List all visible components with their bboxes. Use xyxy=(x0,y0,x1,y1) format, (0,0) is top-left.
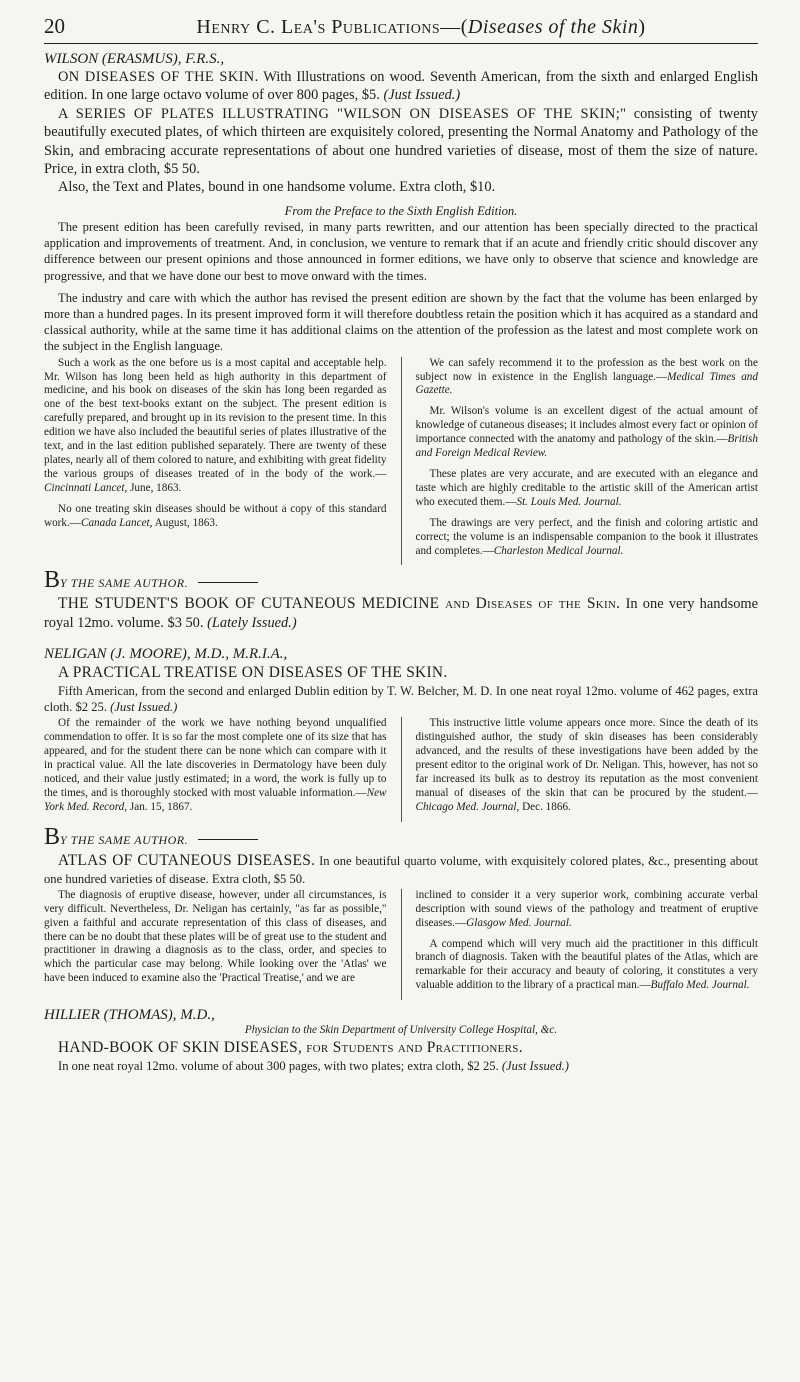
neligan-status: (Just Issued.) xyxy=(110,700,178,715)
neligan-same-author xyxy=(44,824,758,851)
column-divider xyxy=(401,357,402,566)
neligan-desc xyxy=(44,683,758,715)
review-source: British and Foreign Medical Review. xyxy=(415,433,758,460)
review-source: New York Med. Record, xyxy=(44,786,387,813)
review-cincinnati xyxy=(44,357,387,496)
review-source: Glasgow Med. Journal. xyxy=(466,916,572,929)
review-text: A compend which will very much aid the practitioner in this difficult branch of diagnosis. Taken with the beautiful plates of the Atlas, which are remarkable for their accuracy and beauty of coloring, it constitutes a very valuable addition to the library of a practical man.— xyxy=(415,937,758,992)
review-source: St. Louis Med. Journal. xyxy=(516,495,622,508)
neligan-desc-text: Fifth American, from the second and enlarged Dublin edition by T. W. Belcher, M. D. In one neat royal 12mo. volume of 462 pages, extra cloth. $2 25. xyxy=(44,683,758,715)
same-author-label: Y THE SAME AUTHOR. xyxy=(60,576,189,591)
review-text: Of the remainder of the work we have nothing beyond unqualified commendation to offer. It is so far the most complete one of its size that has appeared, and for the student there can be none which can compare with it in practical value. All the late discoveries in Dermatology have been duly noticed, and their value justly estimated; in a word, the work is fully up to the times, and is thoroughly stocked with most valuable information.— xyxy=(44,717,387,799)
publisher-name: Henry C. Lea's Publications xyxy=(196,16,441,38)
neligan-atlas xyxy=(44,851,758,887)
wilson-book2 xyxy=(44,105,758,179)
review-british xyxy=(416,405,759,461)
review-text: Mr. Wilson's volume is an excellent digest of the actual amount of knowledge of cutaneous diseases; it includes almost every fact or opinion of importance connected with the anatomy and pathology of the skin.— xyxy=(415,405,758,446)
review-canada xyxy=(44,503,387,531)
wilson-book4-status: (Lately Issued.) xyxy=(207,615,297,632)
review-charleston xyxy=(416,517,759,559)
review-date: August, 1863. xyxy=(152,516,218,529)
wilson-reviews xyxy=(44,357,758,566)
review-buffalo xyxy=(416,938,759,994)
running-title: Henry C. Lea's Publications—(Diseases of the Skin) xyxy=(196,16,646,38)
wilson-reviews-left xyxy=(44,357,387,566)
hillier-desc-text: In one neat royal 12mo. volume of about 300 pages, with two plates; extra cloth, $2 25. xyxy=(58,1059,499,1074)
wilson-book4-desc: In one very handsome royal 12mo. volume. $3 50. xyxy=(44,596,758,632)
wilson-book4-title: THE STUDENT'S BOOK OF CUTANEOUS MEDICINE and Diseases of the Skin. xyxy=(58,595,621,613)
page-header xyxy=(44,0,758,44)
divider xyxy=(198,839,258,840)
review-text: Such a work as the one before us is a most capital and acceptable help. Mr. Wilson has long been held as high authority in this department of medicine, and his book on diseases of the skin has long been regarded as one of the best text-books extant on the subject. The present edition is carefully prepared, and brought up in its revision to the present time. In this edition we have also included the beautiful series of plates illustrative of the text, and in the last edition published separately. There are twenty of these plates, nearly all of them colored to nature, and exhibiting with great fidelity the various groups of diseases treated of in the body of the work.— xyxy=(44,356,387,480)
atlas-reviews xyxy=(44,889,758,1000)
review-source: Medical Times and Gazette. xyxy=(415,370,758,397)
review-text: These plates are very accurate, and are executed with an elegance and taste which are highly creditable to the artistic skill of the American artist who executed them.— xyxy=(415,468,758,508)
column-divider xyxy=(401,717,402,821)
review-source: Charleston Medical Journal. xyxy=(493,544,624,557)
wilson-book1-desc: With Illustrations on wood. Seventh American, from the sixth and enlarged English edition. In one large octavo volume of over 800 pages, $5. xyxy=(44,69,759,104)
divider xyxy=(198,582,258,583)
hillier-title: HAND-BOOK OF SKIN DISEASES, for Students and Practitioners. xyxy=(58,1039,523,1057)
neligan-reviews xyxy=(44,717,758,821)
review-text: We can safely recommend it to the profession as the best work on the subject now in existence in the English language.— xyxy=(415,356,758,383)
section-name: Diseases of the Skin xyxy=(467,16,639,38)
review-text: This instructive little volume appears once more. Since the death of its distinguished author, the study of skin diseases has been considerably advanced, and the results of these investigations have been added by the present editor to the original work of Dr. Neligan. This, however, has not so far increased its bulk as to destroy its reputation as the most convenient manual of diseases of the skin that can be procured by the student.— xyxy=(415,717,758,799)
wilson-book1-title: ON DISEASES OF THE SKIN. xyxy=(58,69,259,85)
wilson-book3: Also, the Text and Plates, bound in one handsome volume. Extra cloth, $10. xyxy=(58,179,496,196)
dropcap-b: B xyxy=(44,567,61,594)
wilson-reviews-right xyxy=(416,357,759,566)
review-source: Cincinnati Lancet, xyxy=(44,481,128,494)
same-author-label: Y THE SAME AUTHOR. xyxy=(60,832,189,847)
atlas-reviews-left xyxy=(44,889,387,1000)
hillier-status: (Just Issued.) xyxy=(501,1059,569,1074)
wilson-book2-desc: consisting of twenty beautifully executed plates, of which thirteen are exquisitely colored, presenting the Normal Anatomy and Pathology of the Skin, and embracing accurate representations of about one hundred varieties of disease, most of them the size of nature. Price, in extra cloth, $5 50. xyxy=(44,105,758,178)
neligan-title: A PRACTICAL TREATISE ON DISEASES OF THE SKIN. xyxy=(58,663,448,681)
review-atlas-left: The diagnosis of eruptive disease, however, under all circumstances, is very difficult. Nevertheless, Dr. Neligan has certainly, "as far as possible," given a faithful and accurate representation of this class of diseases, and there can be no doubt that these plates will be of great use to the student and practitioner in drawing a diagnosis as to the class, order, and species to which the particular case may belong. While looking over the 'Atlas' we have been induced to examine also the 'Practical Treatise,' and we are xyxy=(44,888,387,985)
review-date: Dec. 1866. xyxy=(519,800,571,813)
preface-heading-text: From the Preface to the Sixth English Edition. xyxy=(284,203,518,218)
review-source: Chicago Med. Journal, xyxy=(415,800,520,813)
review-source: Buffalo Med. Journal. xyxy=(650,979,750,992)
atlas-reviews-right xyxy=(416,889,759,1000)
wilson-book4 xyxy=(44,594,758,632)
hillier-author: HILLIER (THOMAS), M.D., xyxy=(44,1007,215,1024)
wilson-book1 xyxy=(44,68,758,105)
hillier-subtitle: Physician to the Skin Department of University College Hospital, &c. xyxy=(244,1024,558,1037)
preface-paragraph-2: The industry and care with which the author has revised the present edition are shown by the fact that the volume has been enlarged by more than a hundred pages. In its present improved form it will therefore doubtless retain the position which it has acquired as a standard and classical authority, while at the same time it has additional claims on the attention of the profession as the latest and most complete work on the subject in the English language. xyxy=(44,290,758,354)
neligan-reviews-right xyxy=(416,717,759,821)
atlas-title: ATLAS OF CUTANEOUS DISEASES. xyxy=(58,851,316,869)
wilson-book2-title: A SERIES OF PLATES ILLUSTRATING "WILSON ON DISEASES OF THE SKIN;" xyxy=(58,105,627,122)
wilson-author: WILSON (ERASMUS), F.R.S., xyxy=(44,51,225,67)
review-glasgow xyxy=(416,889,759,931)
review-source: Canada Lancet, xyxy=(80,516,153,529)
neligan-reviews-left xyxy=(44,717,387,821)
review-text: The drawings are very perfect, and the finish and coloring artistic and correct; the volume is an indispensable companion to the book it illustrates and completes.— xyxy=(415,516,758,557)
review-date: June, 1863. xyxy=(127,481,182,494)
preface-heading xyxy=(44,203,758,219)
wilson-same-author xyxy=(44,567,758,594)
page-number: 20 xyxy=(44,14,65,38)
hillier-desc xyxy=(44,1058,758,1074)
column-divider xyxy=(401,889,402,1000)
review-chicago xyxy=(416,717,759,814)
review-st-louis xyxy=(416,468,759,510)
review-medical-times xyxy=(416,357,759,399)
review-new-york xyxy=(44,717,387,814)
review-text: No one treating skin diseases should be without a copy of this standard work.— xyxy=(44,502,387,529)
preface-paragraph-1: The present edition has been carefully revised, in many parts rewritten, and our attention has been specially directed to the practical application and improvements of treatment. And, in conclusion, we venture to remark that if an acute and friendly critic should discover any difference between our present opinions and those announced in former editions, we have only to observe that science and knowledge are progressive, and that we have done our best to move onward with the times. xyxy=(44,220,758,283)
review-date: Jan. 15, 1867. xyxy=(127,800,193,813)
review-text: inclined to consider it a very superior work, combining accurate verbal description with sound views of the pathology and treatment of eruptive diseases.— xyxy=(415,888,758,929)
wilson-book1-status: (Just Issued.) xyxy=(383,87,461,104)
atlas-desc: In one beautiful quarto volume, with exquisitely colored plates, &c., presenting about one hundred varieties of disease. Extra cloth, $5 50. xyxy=(44,853,758,886)
dropcap-b: B xyxy=(44,823,61,850)
neligan-author: NELIGAN (J. MOORE), M.D., M.R.I.A., xyxy=(44,645,288,662)
